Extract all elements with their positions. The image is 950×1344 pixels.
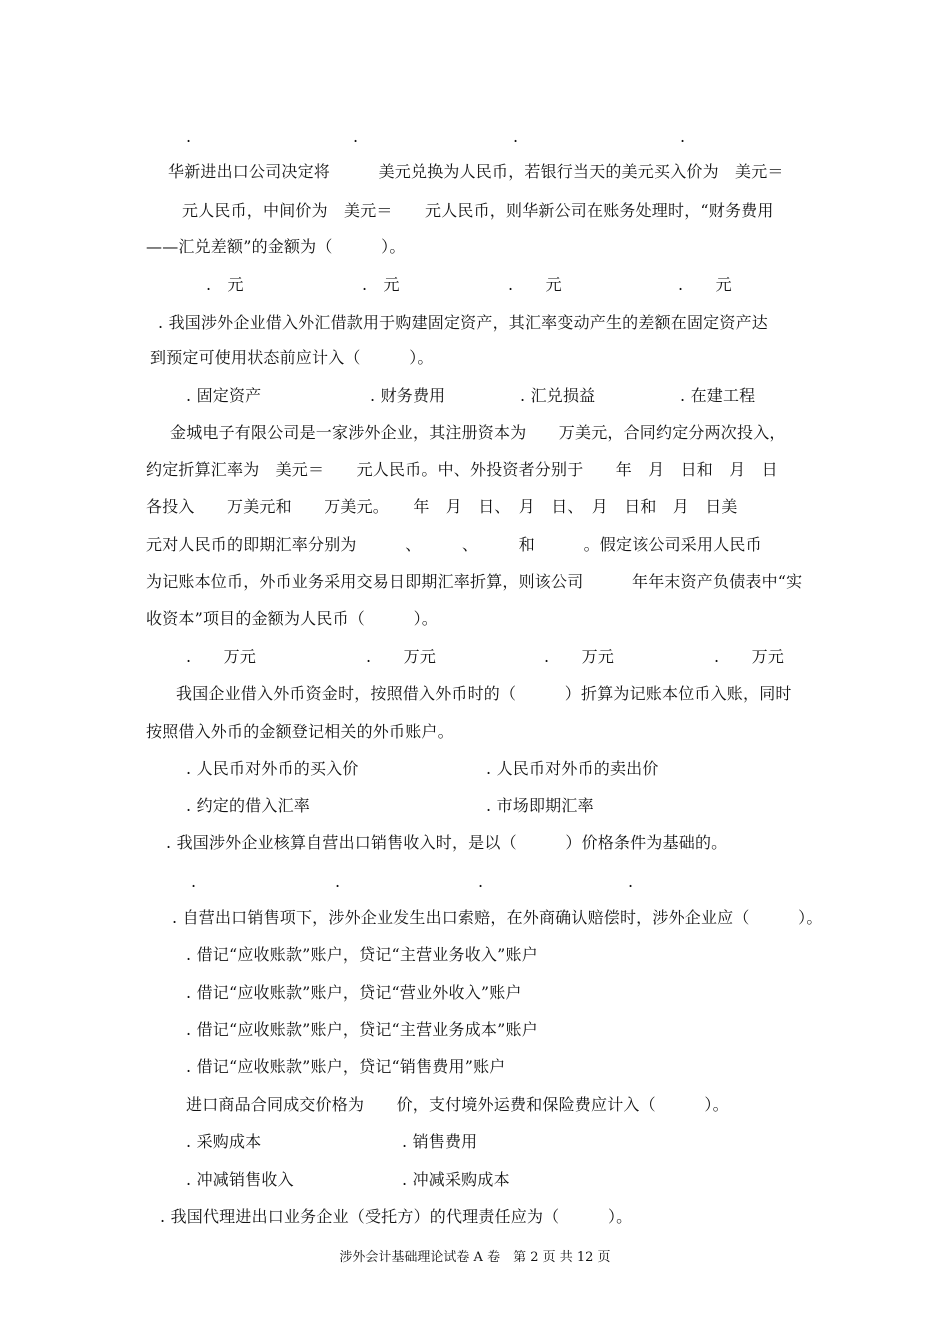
option-d: . 元 bbox=[678, 275, 732, 294]
option-a: . 借记“应收账款”账户，贷记“主营业务收入”账户 bbox=[186, 945, 538, 964]
option-c: . 约定的借入汇率 bbox=[186, 796, 310, 815]
option-d: . 借记“应收账款”账户，贷记“销售费用”账户 bbox=[186, 1057, 506, 1076]
option-a: . 人民币对外币的买入价 bbox=[186, 759, 359, 778]
question-text: ——汇兑差额”的金额为（ ）。 bbox=[146, 237, 406, 256]
option-d: . 冲减采购成本 bbox=[402, 1170, 510, 1189]
option-b: . 财务费用 bbox=[370, 386, 446, 405]
question-text: 收资本”项目的金额为人民币（ ）。 bbox=[146, 609, 438, 628]
question-text: 按照借入外币的金额登记相关的外币账户。 bbox=[146, 722, 454, 741]
option-d: . bbox=[628, 872, 634, 891]
question-text: . 我国涉外企业核算自营出口销售收入时，是以（ ）价格条件为基础的。 bbox=[166, 833, 728, 852]
option-d: . 市场即期汇率 bbox=[486, 796, 594, 815]
question-text: 各投入 万美元和 万美元。 年 月 日、 月 日、 月 日和 月 日美 bbox=[146, 497, 738, 516]
question-text: 进口商品合同成交价格为 价，支付境外运费和保险费应计入（ ）。 bbox=[186, 1095, 729, 1114]
question-text: 金城电子有限公司是一家涉外企业，其注册资本为 万美元，合同约定分两次投入， bbox=[170, 423, 786, 442]
option-c: . 汇兑损益 bbox=[520, 386, 596, 405]
option-c: . bbox=[478, 872, 484, 891]
option-c: . 冲减销售收入 bbox=[186, 1170, 294, 1189]
option-a: . 固定资产 bbox=[186, 386, 262, 405]
question-text: 我国企业借入外币资金时，按照借入外币时的（ ）折算为记账本位币入账，同时 bbox=[176, 684, 792, 703]
question-text: 元人民币，中间价为 美元＝ 元人民币，则华新公司在账务处理时，“财务费用 bbox=[182, 201, 774, 220]
option-b: . 销售费用 bbox=[402, 1132, 478, 1151]
question-text: . 我国涉外企业借入外汇借款用于购建固定资产，其汇率变动产生的差额在固定资产达 bbox=[158, 313, 768, 332]
option-a: . 元 bbox=[206, 275, 244, 294]
option-b: . 人民币对外币的卖出价 bbox=[486, 759, 659, 778]
question-text: . 自营出口销售项下，涉外企业发生出口索赔，在外商确认赔偿时，涉外企业应（ ）。 bbox=[172, 908, 823, 927]
option-d: . 万元 bbox=[714, 647, 785, 666]
question-text: 为记账本位币，外币业务采用交易日即期汇率折算，则该公司 年年末资产负债表中“实 bbox=[146, 572, 803, 591]
question-text: 到预定可使用状态前应计入（ ）。 bbox=[150, 348, 434, 367]
option-a: . 采购成本 bbox=[186, 1132, 262, 1151]
option-c: . 元 bbox=[508, 275, 562, 294]
option-c: . bbox=[513, 127, 519, 146]
option-b: . 万元 bbox=[366, 647, 437, 666]
question-text: 元对人民币的即期汇率分别为 、 、 和 。假定该公司采用人民币 bbox=[146, 535, 762, 554]
option-c: . 万元 bbox=[544, 647, 615, 666]
option-a: . 万元 bbox=[186, 647, 257, 666]
option-b: . 元 bbox=[362, 275, 400, 294]
question-text: 约定折算汇率为 美元＝ 元人民币。中、外投资者分别于 年 月 日和 月 日 bbox=[146, 460, 778, 479]
option-b: . bbox=[353, 127, 359, 146]
page-footer: 涉外会计基础理论试卷 A 卷 第 2 页 共 12 页 bbox=[339, 1250, 611, 1265]
option-d: . bbox=[680, 127, 686, 146]
question-text: . 我国代理进出口业务企业（受托方）的代理责任应为（ ）。 bbox=[160, 1207, 633, 1226]
option-a: . bbox=[186, 127, 192, 146]
option-d: . 在建工程 bbox=[680, 386, 756, 405]
option-b: . bbox=[335, 872, 341, 891]
question-text: 华新进出口公司决定将 美元兑换为人民币，若银行当天的美元买入价为 美元＝ bbox=[168, 162, 784, 181]
option-a: . bbox=[191, 872, 197, 891]
option-b: . 借记“应收账款”账户，贷记“营业外收入”账户 bbox=[186, 983, 522, 1002]
option-c: . 借记“应收账款”账户，贷记“主营业务成本”账户 bbox=[186, 1020, 538, 1039]
